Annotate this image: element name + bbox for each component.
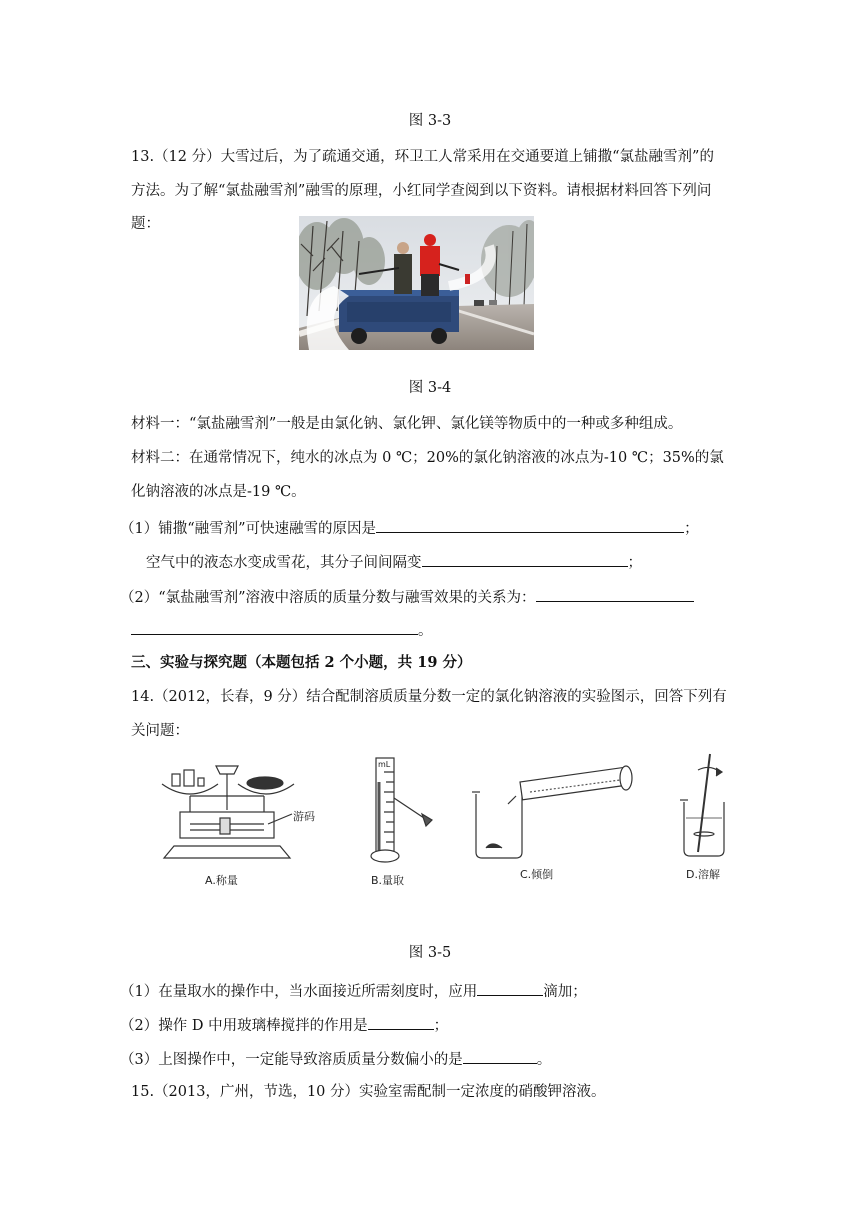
label-a-weighing: A.称量 [205,874,238,887]
q14-subquestion-2: （2）操作 D 中用玻璃棒搅拌的作用是 ； [120,1014,448,1036]
q13-material-2-line-1: 材料二：在通常情况下，纯水的冰点为 0 ℃；20%的氯化钠溶液的冰点为-10 ℃；35%的氯 [131,450,724,466]
label-rider: 游码 [293,810,315,823]
figure-caption-3-4: 图 3-4 [408,380,452,396]
pouring-diagram [472,766,632,858]
q13-subquestion-2-cont: 。 [131,619,433,641]
q14-line-1: 14.（2012，长春，9 分）结合配制溶质质量分数一定的氯化钠溶液的实验图示，回答下列有 [131,689,727,705]
answer-blank[interactable] [376,517,684,533]
label-c-pouring: C.倾倒 [520,868,554,881]
q13-line-1: 13.（12 分）大雪过后，为了疏通交通，环卫工人常采用在交通要道上铺撒“氯盐融雪剂”的 [131,149,714,165]
answer-blank[interactable] [477,980,543,996]
graduated-cylinder-diagram [371,758,432,862]
figure-caption-3-5: 图 3-5 [408,945,452,961]
q13-line-2: 方法。为了解“氯盐融雪剂”融雪的原理，小红同学查阅到以下资料。请根据材料回答下列问 [131,183,712,199]
label-b-measuring: B.量取 [371,874,405,887]
q13-subquestion-1b: 空气中的液态水变成雪花，其分子间间隔变 ； [146,551,642,573]
answer-blank[interactable] [536,586,694,602]
lab-operations-figure [150,752,740,890]
figure-caption-3-3: 图 3-3 [408,113,452,129]
q13-material-2-line-2: 化钠溶液的冰点是-19 ℃。 [131,484,306,500]
answer-blank[interactable] [368,1014,434,1030]
q14-subquestion-1: （1）在量取水的操作中，当水面接近所需刻度时，应用 滴加； [120,980,587,1002]
section-3-title: 三、实验与探究题（本题包括 2 个小题，共 19 分） [131,654,472,671]
q14-subquestion-3: （3）上图操作中，一定能导致溶质质量分数偏小的是 。 [120,1048,551,1070]
snow-truck-photo [299,216,534,350]
label-d-dissolving: D.溶解 [686,868,720,881]
dissolving-diagram [680,754,724,856]
q13-line-3: 题： [131,216,160,232]
q15-line-1: 15.（2013，广州，节选，10 分）实验室需配制一定浓度的硝酸钾溶液。 [131,1084,606,1100]
label-ml-cylinder: mL [378,760,391,769]
answer-blank[interactable] [131,619,418,635]
q13-material-1: 材料一：“氯盐融雪剂”一般是由氯化钠、氯化钾、氯化镁等物质中的一种或多种组成。 [131,416,683,432]
balance-diagram [162,766,294,858]
answer-blank[interactable] [463,1048,537,1064]
answer-blank[interactable] [422,551,628,567]
q13-subquestion-1a: （1）铺撒“融雪剂”可快速融雪的原因是 ； [120,517,699,539]
q13-subquestion-2: （2）“氯盐融雪剂”溶液中溶质的质量分数与融雪效果的关系为： [120,586,694,608]
q14-line-2: 关问题： [131,723,189,739]
